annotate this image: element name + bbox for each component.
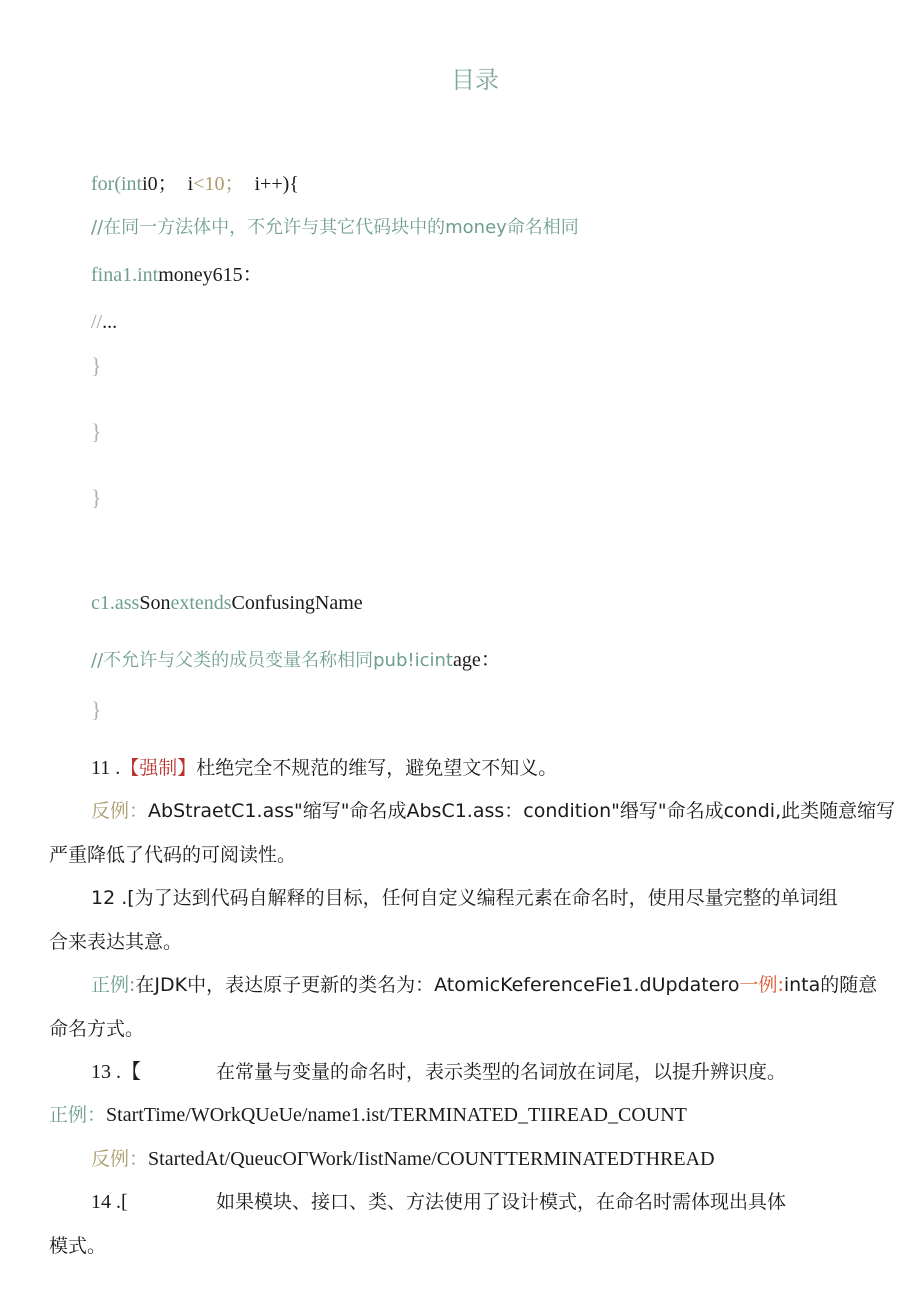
rule-14-cont: 模式。 — [49, 1235, 107, 1257]
example-label: 正例: — [91, 974, 136, 996]
counter-example-text: inta的随意 — [783, 974, 878, 996]
code-line-final — [91, 263, 263, 287]
rule-13-example — [49, 1103, 687, 1127]
rule-13 — [91, 1060, 786, 1084]
page-title: 目录 — [451, 66, 499, 94]
code-number: <10； — [193, 173, 245, 195]
rule-tag: 【强制】 — [120, 757, 197, 779]
rule-number: 13 .【 — [91, 1061, 141, 1083]
counter-example-label: 反例： — [91, 800, 149, 822]
rule-number: 14 .[ — [91, 1191, 128, 1213]
code-text: i — [187, 173, 194, 195]
code-keyword: for(int — [91, 173, 143, 195]
rule-number: 11 . — [91, 757, 121, 779]
code-line-for — [91, 172, 299, 196]
code-keyword: extends — [170, 592, 232, 614]
code-text: ConfusingName — [231, 592, 363, 614]
rule-12: 12 .[为了达到代码自解释的目标，任何自定义编程元素在命名时，使用尽量完整的单词组 — [91, 887, 838, 909]
code-comment: //在同一方法体中，不允许与其它代码块中的money命名相同 — [91, 217, 579, 238]
example-label: 正例： — [49, 1104, 107, 1126]
code-keyword: c1.ass — [91, 592, 140, 614]
rule-text: 如果模块、接口、类、方法使用了设计模式，在命名时需体现出具体 — [216, 1191, 787, 1213]
code-comment — [91, 310, 117, 334]
counter-example-label: 反例： — [91, 1148, 149, 1170]
code-comment — [91, 648, 501, 673]
example-text: 在JDK中，表达原子更新的类名为：AtomicKeferenceFie1.dUpdatero — [135, 974, 740, 996]
code-brace: } — [91, 419, 102, 444]
code-keyword: fina1.int — [91, 264, 159, 286]
rule-14 — [91, 1190, 786, 1214]
rule-text: 杜绝完全不规范的维写，避免望文不知义。 — [196, 757, 558, 779]
code-brace: } — [91, 353, 102, 378]
counter-example-text: StartedAt/QueucOΓWork/IistName/COUNTTERMINATEDTHREAD — [148, 1148, 715, 1170]
rule-11-counter-example — [91, 799, 895, 823]
example-text: StartTime/WOrkQUeUe/name1.ist/TERMINATED_TIIREAD_COUNT — [106, 1104, 687, 1126]
counter-example-text: AbStraetC1.ass"缩写"命名成AbsC1.ass：condition"缗写"命名成condi,此类随意缩写 — [148, 800, 896, 822]
code-text: age： — [452, 649, 501, 671]
rule-12-example-cont: 命名方式。 — [49, 1018, 145, 1040]
counter-example-label: 一例: — [739, 974, 784, 996]
code-brace: } — [91, 697, 102, 722]
code-text: i0； — [142, 173, 178, 195]
rule-12-example — [91, 973, 877, 997]
code-text: i++){ — [254, 173, 299, 195]
code-comment-slashes: // — [91, 311, 103, 333]
code-line-class — [91, 591, 363, 615]
rule-12-cont: 合来表达其意。 — [49, 931, 183, 953]
code-text: Son — [139, 592, 171, 614]
rule-text: 在常量与变量的命名时，表示类型的名词放在词尾，以提升辨识度。 — [216, 1061, 787, 1083]
code-comment-text: //不允许与父类的成员变量名称相同pub!icint — [91, 650, 453, 671]
rule-13-counter-example — [91, 1147, 715, 1171]
code-text: money615： — [158, 264, 263, 286]
rule-11-counter-example-cont: 严重降低了代码的可阅读性。 — [49, 844, 297, 866]
code-brace: } — [91, 485, 102, 510]
code-text: ... — [102, 311, 118, 333]
rule-11 — [91, 756, 557, 780]
